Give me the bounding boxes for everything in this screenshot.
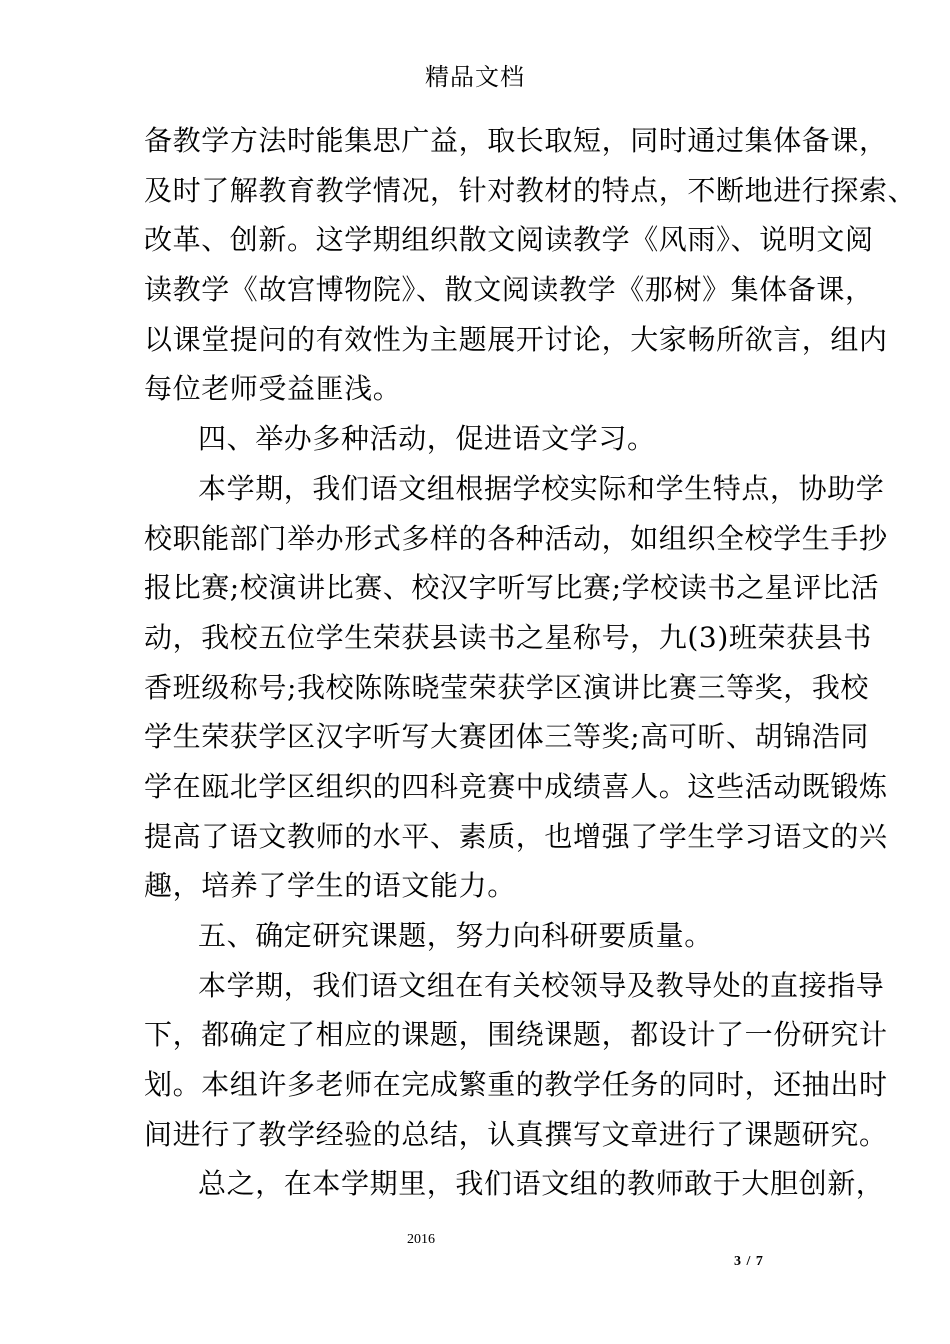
text-line: 香班级称号;我校陈陈晓莹荣获学区演讲比赛三等奖，我校	[144, 670, 870, 704]
document-body	[144, 116, 917, 1209]
text-line: 本学期，我们语文组根据学校实际和学生特点，协助学	[198, 471, 885, 505]
text-line: 间进行了教学经验的总结，认真撰写文章进行了课题研究。	[144, 1117, 888, 1151]
text-line: 以课堂提问的有效性为主题展开讨论，大家畅所欲言，组内	[144, 322, 888, 356]
text-line: 读教学《故宫博物院》、散文阅读教学《那树》集体备课，	[144, 273, 874, 307]
document-header: 精品文档	[425, 63, 525, 91]
text-line: 学生荣获学区汉字听写大赛团体三等奖;高可昕、胡锦浩同	[144, 720, 870, 754]
text-line: 学在瓯北学区组织的四科竞赛中成绩喜人。这些活动既锻炼	[144, 769, 888, 803]
text-line: 备教学方法时能集思广益，取长取短，同时通过集体备课，	[144, 124, 888, 157]
text-line: 本学期，我们语文组在有关校领导及教导处的直接指导	[198, 968, 885, 1002]
text-line: 总之，在本学期里，我们语文组的教师敢于大胆创新，	[198, 1167, 885, 1201]
section-heading: 五、确定研究课题，努力向科研要质量。	[198, 919, 713, 952]
text-line: 动，我校五位学生荣获县读书之星称号，九(3)班荣获县书	[144, 620, 872, 654]
text-line: 校职能部门举办形式多样的各种活动，如组织全校学生手抄	[144, 521, 888, 555]
text-line: 提高了语文教师的水平、素质，也增强了学生学习语文的兴	[144, 819, 888, 853]
text-line: 及时了解教育教学情况，针对教材的特点，不断地进行探索、	[144, 173, 917, 207]
text-line: 趣，培养了学生的语文能力。	[144, 869, 516, 903]
text-line: 报比赛;校演讲比赛、校汉字听写比赛;学校读书之星评比活	[144, 571, 880, 605]
text-line: 改革、创新。这学期组织散文阅读教学《风雨》、说明文阅	[144, 223, 874, 257]
text-line: 下，都确定了相应的课题，围绕课题，都设计了一份研究计	[144, 1018, 888, 1052]
text-line: 划。本组许多老师在完成繁重的教学任务的同时，还抽出时	[144, 1068, 888, 1102]
text-line: 每位老师受益匪浅。	[144, 372, 402, 406]
footer-year: 2016	[407, 1232, 435, 1247]
page-number: 3 / 7	[734, 1254, 764, 1269]
section-heading: 四、举办多种活动，促进语文学习。	[198, 422, 656, 456]
